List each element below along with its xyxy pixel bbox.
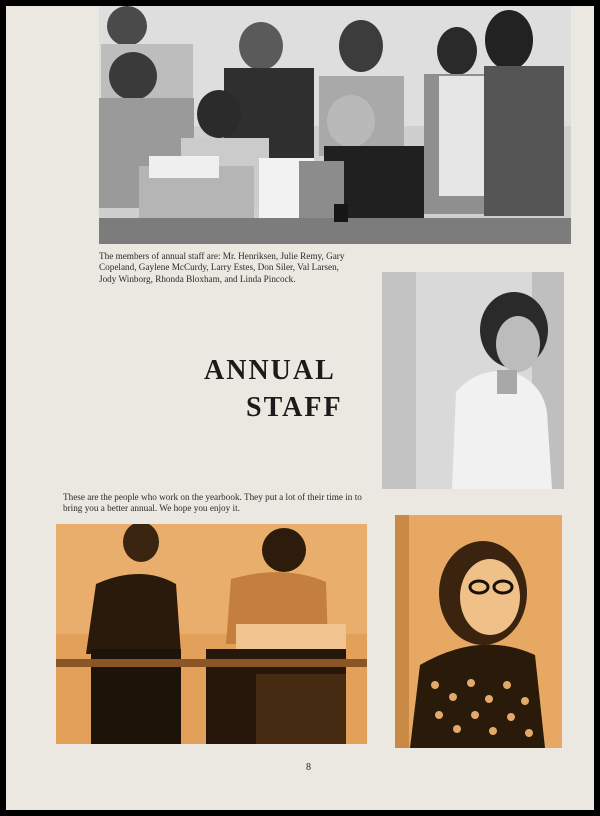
page-number: 8 xyxy=(306,762,311,773)
annual-title: ANNUAL xyxy=(204,355,336,386)
girl-with-glasses-photo xyxy=(395,515,562,748)
student-portrait-photo xyxy=(382,272,564,489)
students-working-photo xyxy=(56,524,367,744)
staff-group-photo xyxy=(99,6,571,244)
staff-description-caption: These are the people who work on the yearbook. They put a lot of their time in to bring you a better annual. We hope you enjoy it. xyxy=(63,492,362,514)
staff-members-caption: The members of annual staff are: Mr. Henriksen, Julie Remy, Gary Copeland, Gaylene McCurdy, Larry Estes, Don Siler, Val Larsen, Jody Winborg, Rhonda Bloxham, and Linda Pincock. xyxy=(99,251,345,284)
staff-title: STAFF xyxy=(246,392,343,423)
yearbook-page xyxy=(6,6,594,810)
